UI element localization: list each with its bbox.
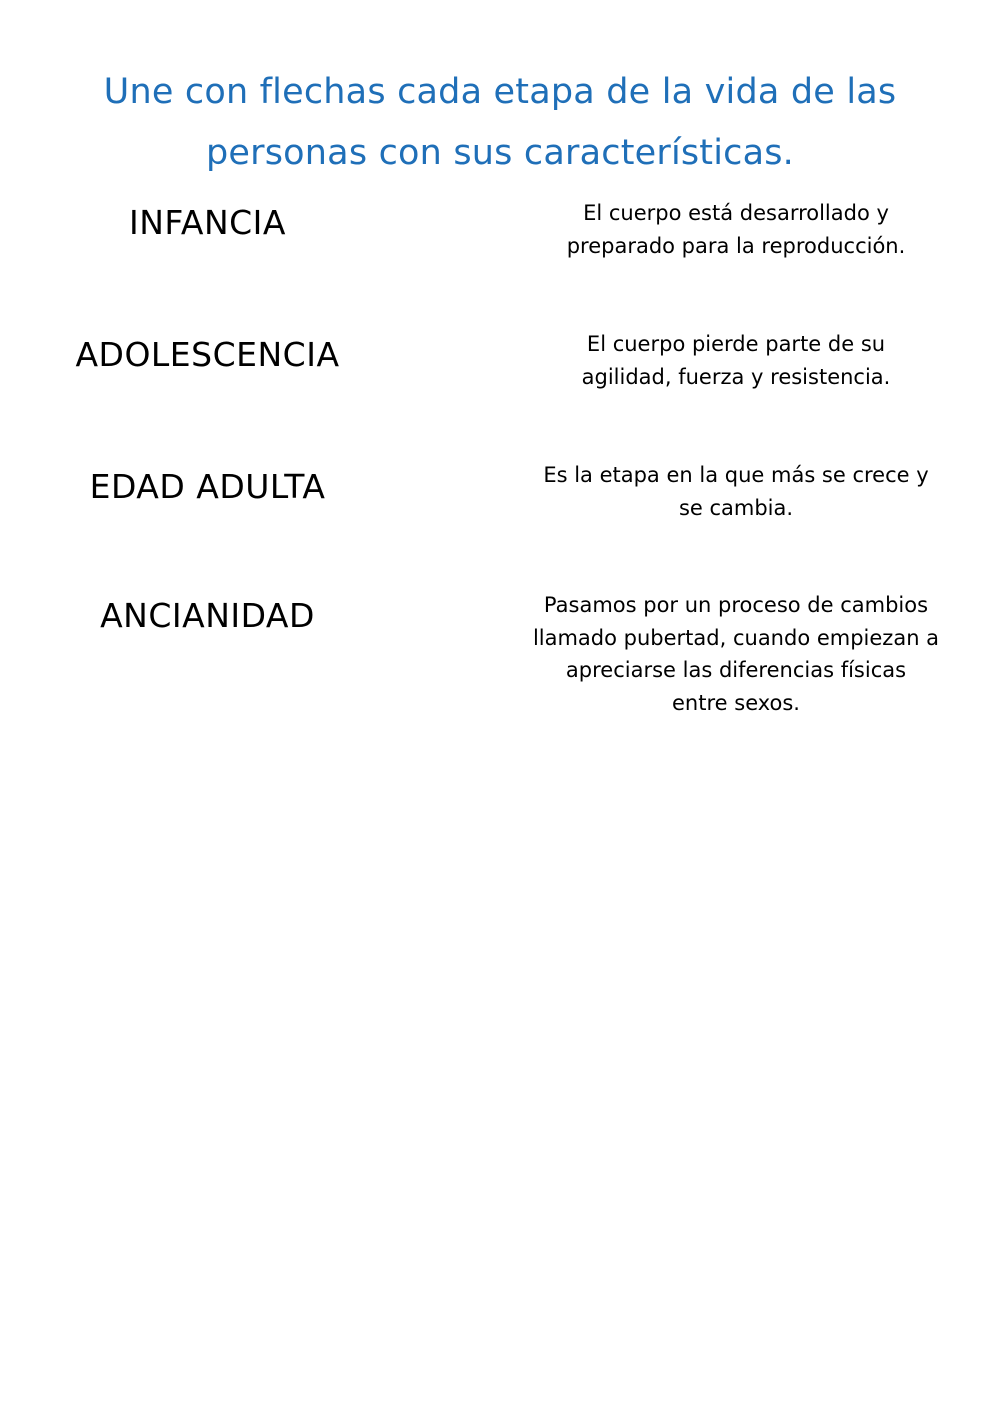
description-2-line-1: El cuerpo pierde parte de su — [586, 332, 886, 356]
description-3-line-2: se cambia. — [678, 495, 794, 520]
description-4-line-1: Pasamos por un proceso de cambios — [543, 593, 929, 617]
instruction-line-2: personas con sus características. — [206, 133, 794, 173]
description-1-line-1: El cuerpo está desarrollado y — [583, 201, 889, 225]
description-1 — [520, 197, 952, 262]
description-4 — [520, 589, 952, 719]
description-4-line-4: entre sexos. — [672, 690, 800, 715]
description-2 — [520, 328, 952, 393]
stage-infancia: INFANCIA — [129, 203, 286, 242]
description-3-line-1: Es la etapa en la que más se crece y — [543, 463, 929, 487]
stage-ancianidad: ANCIANIDAD — [100, 596, 315, 635]
stage-adolescencia: ADOLESCENCIA — [75, 335, 340, 374]
description-2-line-2: agilidad, fuerza y resistencia. — [581, 364, 891, 389]
description-1-line-2: preparado para la reproducción. — [566, 233, 906, 258]
stage-edad-adulta: EDAD ADULTA — [89, 467, 326, 506]
description-4-line-2: llamado pubertad, cuando empiezan a — [532, 625, 940, 650]
instruction-heading — [0, 62, 1000, 184]
description-4-line-3: apreciarse las diferencias físicas — [565, 658, 907, 682]
description-3 — [520, 459, 952, 524]
instruction-line-1: Une con flechas cada etapa de la vida de las — [103, 72, 897, 112]
